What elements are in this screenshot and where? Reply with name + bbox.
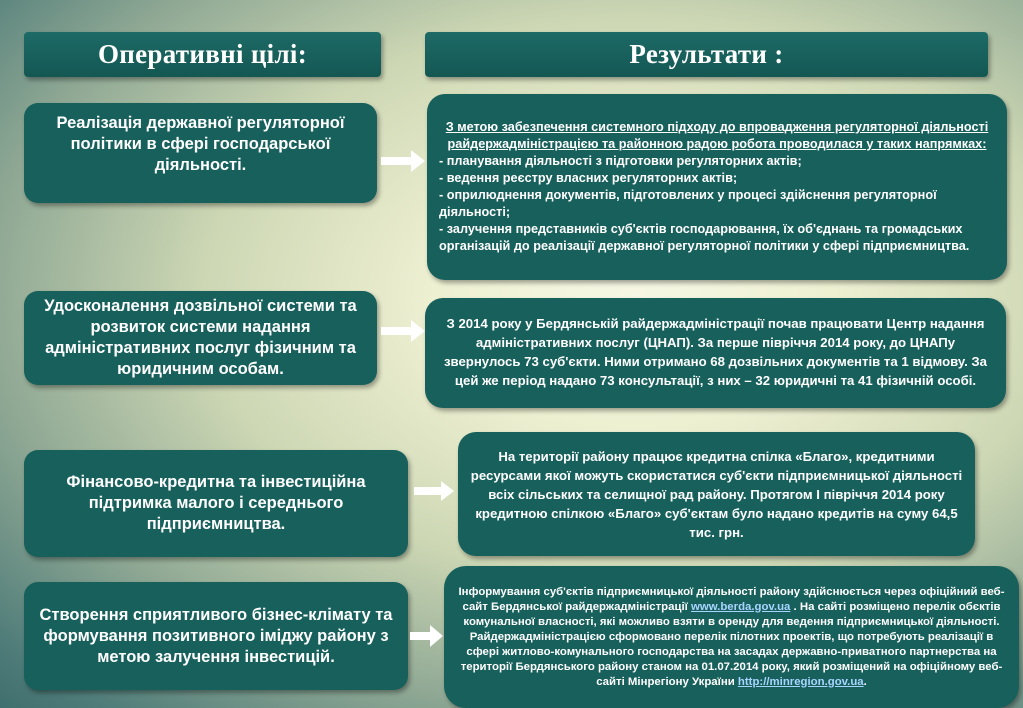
result-4-paragraph-1: [454, 585, 1009, 630]
result-box-4: [444, 566, 1019, 708]
goal-text-1: Реалізація державної регуляторної політики в сфері господарської діяльності.: [56, 114, 345, 174]
results-header-title: Результати :: [629, 39, 784, 69]
arrow-right-icon: [381, 317, 427, 350]
result-1-item: - ведення реєстру власних регуляторних актів;: [439, 170, 738, 185]
goal-box-2: [24, 291, 377, 385]
goal-text-4: Створення сприятливого бізнес-клімату та формування позитивного іміджу району з метою залучення інвестицій.: [39, 605, 393, 666]
result-2-text: З 2014 року у Бердянській райдержадміністрації почав працювати Центр надання адміністративних послуг (ЦНАП). За перше півріччя 2014 року, до ЦНАПу звернулось 73 суб'єкти. Ними отримано 68 дозвільних документів та 1 відмову. За цей же період надано 73 консультації, з них – 32 юридичні та 41 фізичній особі.: [443, 316, 988, 388]
minregion-website-link[interactable]: http://minregion.gov.ua: [737, 675, 864, 688]
goals-header: [24, 32, 381, 77]
result-1-item: - залучення представників суб'єктів господарювання, їх об'єднань та громадських організацій до реалізації державної регуляторної політики у сфері підприємництва.: [439, 222, 970, 254]
result-1-item: - оприлюднення документів, підготовлених у процесі здійснення регуляторної діяльності;: [439, 188, 937, 220]
goal-box-3: [24, 450, 408, 557]
result-4-p2-after: .: [863, 675, 867, 688]
goal-text-2: Удосконалення дозвільної системи та розвиток системи надання адміністративних послуг фізичним та юридичним особам.: [44, 297, 357, 378]
results-header: [425, 32, 988, 77]
berda-website-link[interactable]: www.berda.gov.ua: [691, 600, 791, 613]
result-4-p1-after: . На сайті розміщено перелік обєктів комунальної власності, які можливо взяти в оренду для ведення підприємницької діяльності.: [463, 600, 1001, 628]
arrow-right-icon: [414, 478, 456, 509]
result-3-text: На території району працює кредитна спілка «Благо», кредитними ресурсами якої можуть скористатися суб'єкти підприємницької діяльності всіх сільських та селищної рад району. Протягом I півріччя 2014 року кредитною спілкою «Благо» суб'єктам було надано кредитів на суму 64,5 тис. грн.: [470, 448, 963, 540]
result-4-paragraph-2: [454, 630, 1009, 690]
result-box-3: [458, 432, 975, 556]
goal-text-3: Фінансово-кредитна та інвестиційна підтримка малого і середнього підприємництва.: [66, 473, 366, 533]
result-box-2: [425, 298, 1006, 408]
result-box-1: [427, 94, 1007, 280]
result-1-item: - планування діяльності з підготовки регуляторних актів;: [439, 153, 802, 168]
goals-header-title: Оперативні цілі:: [97, 39, 308, 69]
result-1-intro: З метою забезпечення системного підходу до впровадження регуляторної діяльності райдержадміністрацією та районною радою робота проводилася у таких напрямках:: [445, 119, 989, 151]
goal-box-4: [24, 582, 408, 690]
result-4-p2-before: Райдержадміністрацією сформовано перелік пілотних проектів, що потребують реалізації в сфері житлово-комунального господарства на засадах державно-приватного партнерства на території Бердянського району станом на 01.07.2014 року, який розміщений на офіційному веб-сайті Мінрегіону України: [460, 630, 1003, 688]
result-4-p1-before: Інформування суб'єктів підприємницької діяльності району здійснюється через офіційний веб-сайт Бердянської райдержадміністрації: [458, 585, 1005, 613]
arrow-right-icon: [381, 147, 427, 180]
goal-box-1: [24, 103, 377, 203]
arrow-right-icon: [410, 622, 444, 655]
